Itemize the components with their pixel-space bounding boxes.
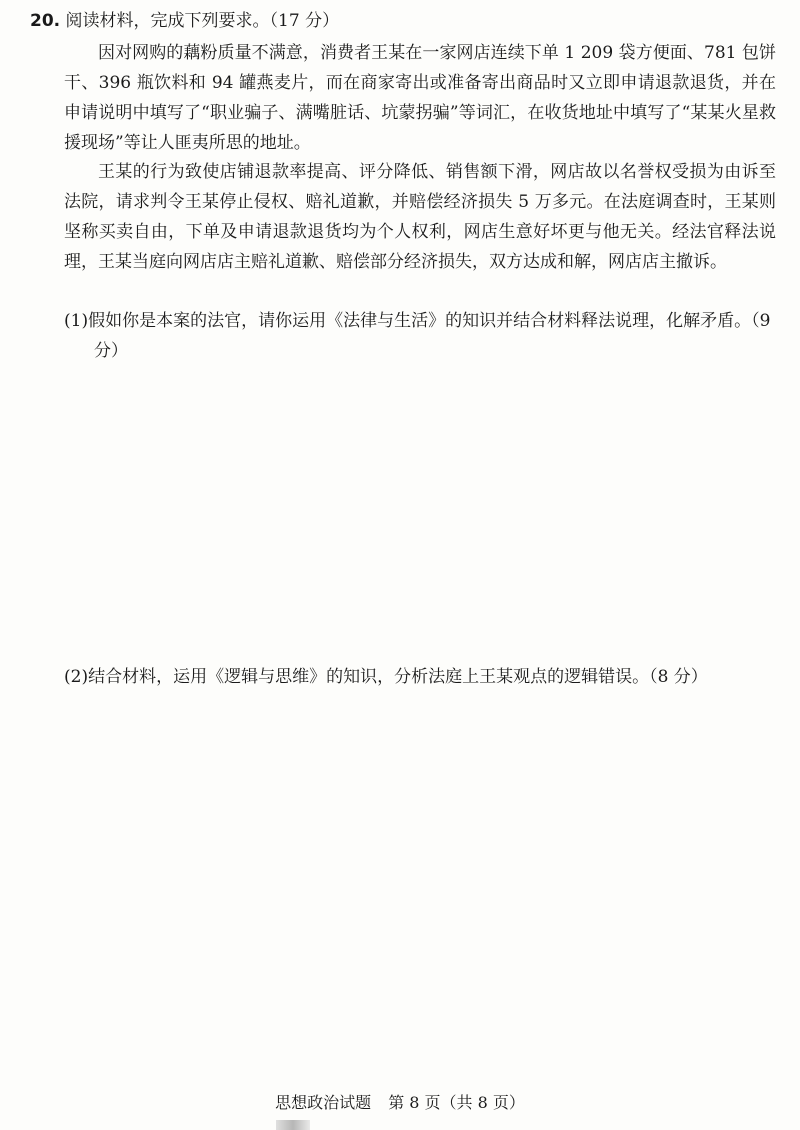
- scan-smudge: [276, 1120, 310, 1130]
- footer-subject: 思想政治试题: [275, 1093, 372, 1112]
- question-header: [30, 8, 339, 34]
- material-paragraph-1: 因对网购的藕粉质量不满意，消费者王某在一家网店连续下单 1 209 袋方便面、781 包饼干、396 瓶饮料和 94 罐燕麦片，而在商家寄出或准备寄出商品时又立即申请退款退货，并在申请说明中填写了“职业骗子、满嘴脏话、坑蒙拐骗”等词汇，在收货地址中填写了“某某火星救援现场”等让人匪夷所思的地址。: [64, 43, 776, 153]
- question-instruction: 阅读材料，完成下列要求。（17 分）: [65, 11, 340, 31]
- sub-question-1: (1)假如你是本案的法官，请你运用《法律与生活》的知识并结合材料释法说理，化解矛盾。（9 分）: [64, 311, 771, 361]
- page-footer: [0, 1092, 800, 1114]
- footer-page-number: 第 8 页（共 8 页）: [388, 1093, 525, 1112]
- material-paragraph-2: 王某的行为致使店铺退款率提高、评分降低、销售额下滑，网店故以名誉权受损为由诉至法院，请求判令王某停止侵权、赔礼道歉，并赔偿经济损失 5 万多元。在法庭调查时，王某则坚称买卖自由，下单及申请退款退货均为个人权利，网店生意好坏更与他无关。经法官释法说理，王某当庭向网店店主赔礼道歉、赔偿部分经济损失，双方达成和解，网店店主撤诉。: [64, 162, 776, 272]
- question-number: 20.: [30, 11, 61, 31]
- sub-question-2: (2)结合材料，运用《逻辑与思维》的知识，分析法庭上王某观点的逻辑错误。（8 分）: [64, 667, 708, 687]
